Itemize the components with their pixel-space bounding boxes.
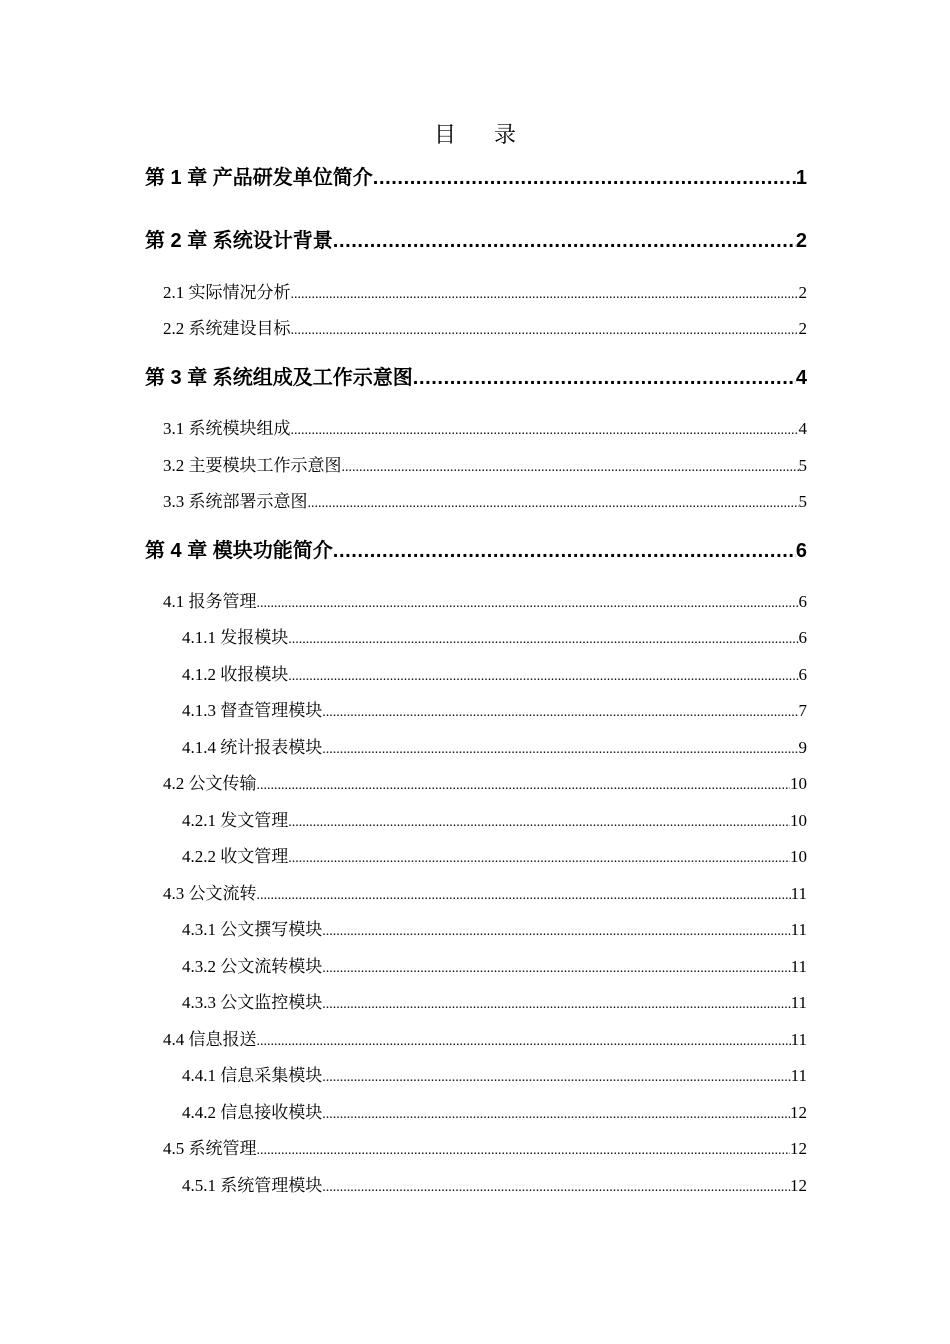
toc-entry-chapter[interactable] bbox=[145, 534, 807, 562]
toc-entry-label: 2.1 实际情况分析 bbox=[163, 283, 291, 302]
toc-entry-label: 3.2 主要模块工作示意图 bbox=[163, 456, 342, 475]
toc-leader-dots bbox=[288, 669, 798, 684]
toc-entry-label: 4.5.1 系统管理模块 bbox=[182, 1176, 323, 1195]
toc-entry-subsection[interactable] bbox=[182, 1098, 807, 1122]
toc-entry-subsection[interactable] bbox=[182, 1171, 807, 1195]
toc-entry-subsection[interactable] bbox=[182, 842, 807, 866]
toc-entry-label: 4.4.1 信息采集模块 bbox=[182, 1066, 323, 1085]
toc-leader-dots bbox=[288, 632, 798, 647]
toc-leader-dots bbox=[288, 851, 790, 866]
toc-leader-dots bbox=[322, 705, 798, 720]
toc-entry-label: 4.2.2 收文管理 bbox=[182, 847, 289, 866]
toc-entry-label: 第 3 章 系统组成及工作示意图 bbox=[145, 367, 413, 389]
toc-entry-label: 4.4.2 信息接收模块 bbox=[182, 1103, 323, 1122]
toc-leader-dots bbox=[342, 460, 799, 475]
toc-leader-dots bbox=[257, 1143, 791, 1158]
toc-entry-label: 第 2 章 系统设计背景 bbox=[145, 230, 333, 252]
toc-entry-subsection[interactable] bbox=[182, 952, 807, 976]
toc-page-number: 12 bbox=[790, 1103, 807, 1122]
toc-entry-label: 4.3.1 公文撰写模块 bbox=[182, 920, 323, 939]
toc-entry-label: 第 1 章 产品研发单位简介 bbox=[145, 167, 373, 189]
toc-leader-dots bbox=[257, 778, 791, 793]
toc-entry-subsection[interactable] bbox=[182, 660, 807, 684]
toc-entry-label: 4.3 公文流转 bbox=[163, 884, 257, 903]
toc-title-char-2: 录 bbox=[494, 123, 517, 148]
toc-page-number: 6 bbox=[798, 592, 807, 611]
toc-page-number: 2 bbox=[795, 230, 807, 252]
toc-entry-label: 4.1 报务管理 bbox=[163, 592, 257, 611]
toc-entry-label: 4.2.1 发文管理 bbox=[182, 811, 289, 830]
toc-leader-dots bbox=[291, 423, 799, 438]
toc-leader-dots bbox=[291, 323, 799, 338]
toc-leader-dots bbox=[333, 540, 796, 562]
toc-page-number: 1 bbox=[795, 167, 807, 189]
toc-page-number: 6 bbox=[798, 628, 807, 647]
toc-page-number: 10 bbox=[790, 811, 807, 830]
toc-entry-section[interactable] bbox=[163, 487, 807, 511]
toc-leader-dots bbox=[322, 1180, 790, 1195]
toc-leader-dots bbox=[257, 888, 791, 903]
toc-entry-chapter[interactable] bbox=[145, 361, 807, 389]
toc-leader-dots bbox=[322, 961, 790, 976]
toc-page-number: 5 bbox=[798, 456, 807, 475]
toc-entry-subsection[interactable] bbox=[182, 988, 807, 1012]
toc-entry-section[interactable] bbox=[163, 1134, 807, 1158]
toc-leader-dots bbox=[308, 496, 799, 511]
toc-page-number: 2 bbox=[798, 283, 807, 302]
toc-entry-subsection[interactable] bbox=[182, 806, 807, 830]
toc-entry-label: 4.2 公文传输 bbox=[163, 774, 257, 793]
toc-page-number: 11 bbox=[790, 1066, 807, 1085]
toc-page-number: 2 bbox=[798, 319, 807, 338]
toc-page-number: 11 bbox=[790, 993, 807, 1012]
toc-entry-label: 4.1.2 收报模块 bbox=[182, 665, 289, 684]
toc-page-number: 11 bbox=[790, 957, 807, 976]
toc-leader-dots bbox=[291, 287, 799, 302]
toc-entry-section[interactable] bbox=[163, 278, 807, 302]
toc-entry-section[interactable] bbox=[163, 587, 807, 611]
toc-page-number: 6 bbox=[798, 665, 807, 684]
toc-entry-label: 4.1.4 统计报表模块 bbox=[182, 738, 323, 757]
toc-entry-label: 3.1 系统模块组成 bbox=[163, 419, 291, 438]
toc-entry-section[interactable] bbox=[163, 451, 807, 475]
toc-entry-label: 4.4 信息报送 bbox=[163, 1030, 257, 1049]
toc-page-number: 9 bbox=[798, 738, 807, 757]
toc-entry-section[interactable] bbox=[163, 414, 807, 438]
toc-entry-label: 3.3 系统部署示意图 bbox=[163, 492, 308, 511]
toc-entry-section[interactable] bbox=[163, 879, 807, 903]
toc-leader-dots bbox=[257, 596, 799, 611]
toc-leader-dots bbox=[288, 815, 790, 830]
toc-entry-chapter[interactable] bbox=[145, 161, 807, 189]
toc-page-number: 12 bbox=[790, 1139, 807, 1158]
toc-entry-label: 4.1.1 发报模块 bbox=[182, 628, 289, 647]
toc-page-number: 11 bbox=[790, 884, 807, 903]
toc-leader-dots bbox=[257, 1034, 791, 1049]
toc-leader-dots bbox=[322, 924, 790, 939]
toc-entry-label: 4.1.3 督查管理模块 bbox=[182, 701, 323, 720]
toc-page-number: 5 bbox=[798, 492, 807, 511]
toc-entry-label: 第 4 章 模块功能简介 bbox=[145, 540, 333, 562]
toc-page-number: 11 bbox=[790, 1030, 807, 1049]
toc-leader-dots bbox=[322, 1070, 790, 1085]
toc-page-number: 4 bbox=[795, 367, 807, 389]
toc-entry-subsection[interactable] bbox=[182, 733, 807, 757]
toc-entry-subsection[interactable] bbox=[182, 696, 807, 720]
toc-page-number: 11 bbox=[790, 920, 807, 939]
toc-entry-chapter[interactable] bbox=[145, 224, 807, 252]
toc-page-number: 10 bbox=[790, 774, 807, 793]
toc-leader-dots bbox=[322, 997, 790, 1012]
toc-page-number: 7 bbox=[798, 701, 807, 720]
toc-entry-label: 2.2 系统建设目标 bbox=[163, 319, 291, 338]
toc-page-number: 6 bbox=[795, 540, 807, 562]
toc-page-number: 10 bbox=[790, 847, 807, 866]
toc-leader-dots bbox=[322, 1107, 790, 1122]
toc-page-number: 12 bbox=[790, 1176, 807, 1195]
toc-leader-dots bbox=[322, 742, 798, 757]
toc-entry-subsection[interactable] bbox=[182, 1061, 807, 1085]
toc-title-char-1: 目 bbox=[433, 123, 456, 148]
toc-entry-label: 4.3.2 公文流转模块 bbox=[182, 957, 323, 976]
toc-leader-dots bbox=[333, 230, 796, 252]
toc-entry-label: 4.3.3 公文监控模块 bbox=[182, 993, 323, 1012]
toc-page-number: 4 bbox=[798, 419, 807, 438]
toc-entry-label: 4.5 系统管理 bbox=[163, 1139, 257, 1158]
toc-entry-section[interactable] bbox=[163, 314, 807, 338]
toc-leader-dots bbox=[373, 167, 796, 189]
toc-entry-subsection[interactable] bbox=[182, 915, 807, 939]
toc-entry-section[interactable] bbox=[163, 1025, 807, 1049]
toc-entry-section[interactable] bbox=[163, 769, 807, 793]
toc-leader-dots bbox=[413, 367, 796, 389]
toc-entry-subsection[interactable] bbox=[182, 623, 807, 647]
